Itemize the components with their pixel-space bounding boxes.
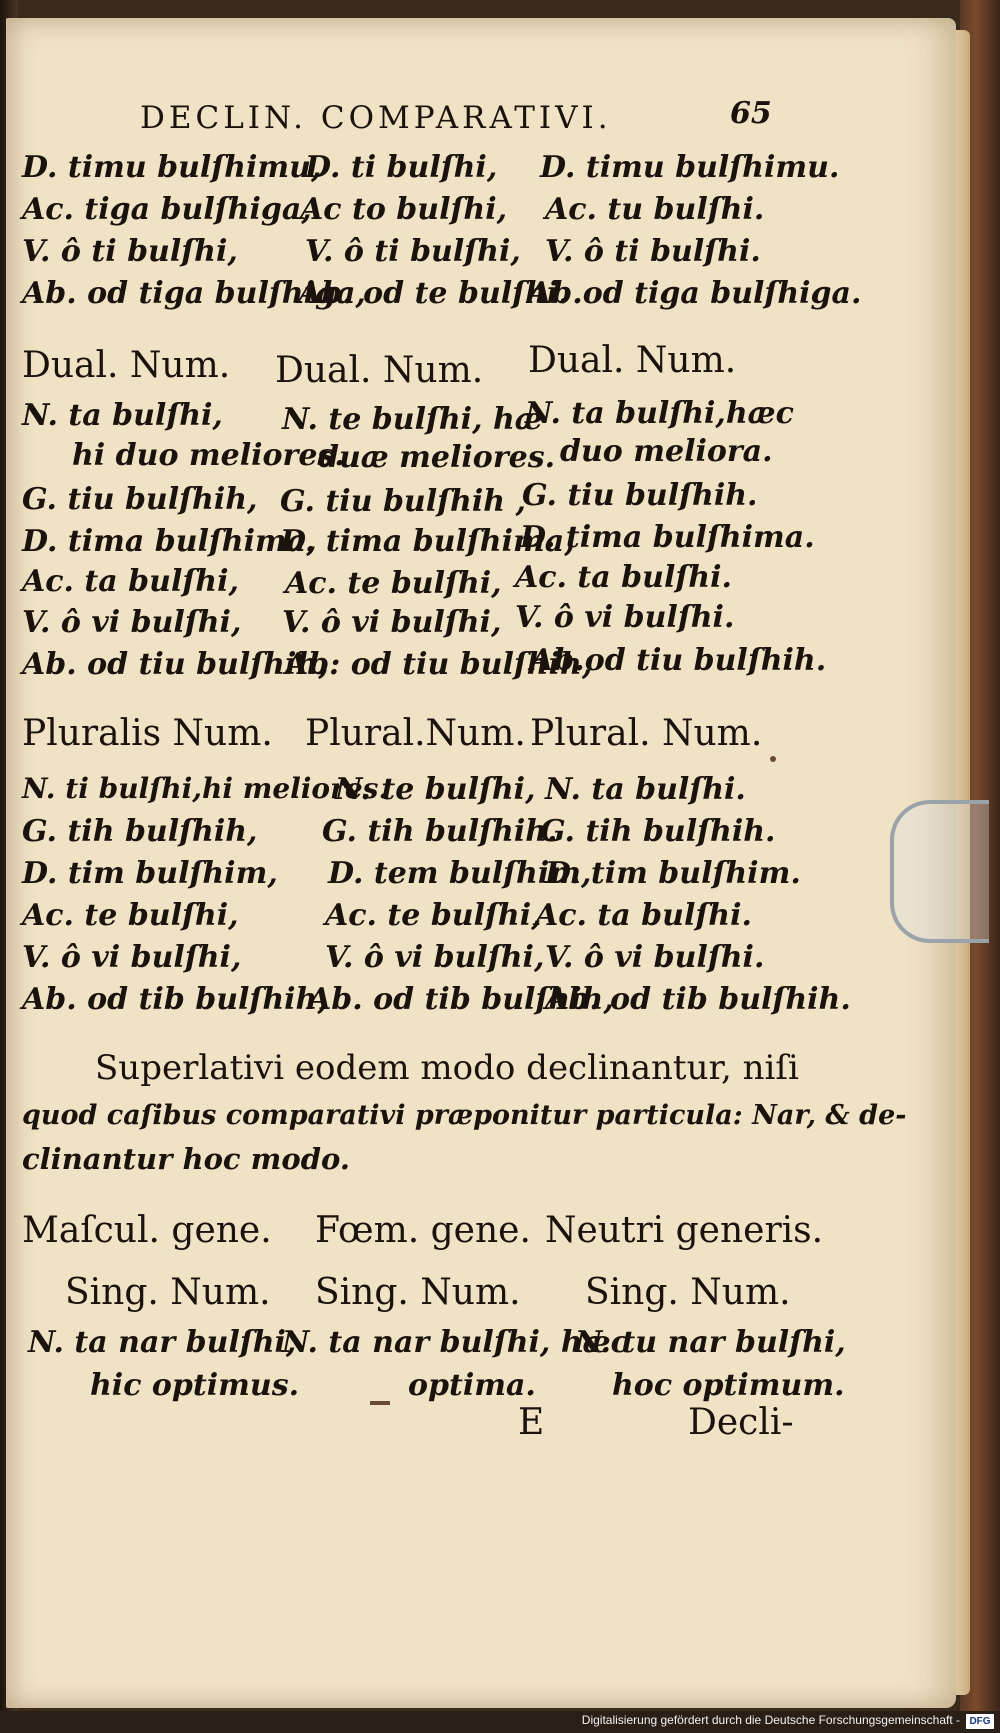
super-row-2-col-2: optima. (408, 1368, 536, 1403)
sing-row-4-col-3: Ab.od tiga bulſhiga. (528, 276, 862, 311)
sing-row-3-col-1: V. ô ti bulſhi, (22, 234, 238, 269)
dfg-logo: DFG (966, 1714, 994, 1729)
page-number: 65 (730, 96, 772, 131)
dual-row-1-col-3: N. ta bulſhi,hæc (525, 396, 794, 431)
plural-row-4-col-2: Ac. te bulſhi, (325, 898, 542, 933)
footer-credit: Digitalisierung gefördert durch die Deutsche Forschungsgemeinschaft - (581, 1713, 960, 1727)
sing-row-4-col-1: Ab. od tiga bulſhiga, (22, 276, 366, 311)
running-title: DECLIN. COMPARATIVI. (140, 100, 612, 136)
plural-row-6-col-2: Ab. od tib bulſhih, (308, 982, 614, 1017)
dual-row-4-col-1: D. tima bulſhima, (22, 524, 317, 559)
dual-row-4-col-2: D. tima bulſhima, (280, 524, 575, 559)
dual-row-2-col-1: hi duo meliores. (72, 438, 345, 473)
ink-mark (370, 1401, 390, 1405)
paragraph-line-2: quod caſibus comparativi præponitur particula: Nar, & de- (22, 1100, 907, 1131)
dual-row-5-col-1: Ac. ta bulſhi, (22, 564, 239, 599)
plural-heading-2: Plural.Num. (305, 713, 526, 754)
dual-row-7-col-2: Ab: od tiu bulſhih, (285, 647, 593, 682)
gender-heading-neut: Neutri generis. (545, 1210, 824, 1251)
dual-row-7-col-3: Ab.od tiu bulſhih. (530, 643, 827, 678)
dual-row-5-col-3: Ac. ta bulſhi. (515, 560, 732, 595)
dual-row-3-col-1: G. tiu bulſhih, (22, 482, 258, 517)
dual-row-5-col-2: Ac. te bulſhi, (285, 566, 502, 601)
plural-row-3-col-1: D. tim bulſhim, (22, 856, 278, 891)
number-heading-1: Sing. Num. (65, 1272, 271, 1313)
paragraph-line-1: Superlativi eodem modo declinantur, niſi (95, 1048, 799, 1088)
super-row-1-col-2: N. ta nar bulſhi, hæc (282, 1325, 629, 1360)
catchword: Decli- (688, 1402, 794, 1443)
dual-heading-1: Dual. Num. (22, 345, 231, 386)
sing-row-2-col-2: Ac to bulſhi, (300, 192, 508, 227)
super-row-1-col-3: N. tu nar bulſhi, (575, 1325, 846, 1360)
plural-row-4-col-1: Ac. te bulſhi, (22, 898, 239, 933)
sing-row-2-col-1: Ac. tiga bulſhiga, (22, 192, 312, 227)
plural-row-3-col-2: D. tem bulſhim, (328, 856, 592, 891)
super-row-1-col-1: N. ta nar bulſhi, (28, 1325, 297, 1360)
paragraph-line-3: clinantur hoc modo. (22, 1142, 350, 1176)
plural-row-2-col-1: G. tih bulſhih, (22, 814, 258, 849)
dual-row-3-col-2: G. tiu bulſhih , (280, 484, 526, 519)
dual-heading-2: Dual. Num. (275, 350, 484, 391)
plural-row-6-col-1: Ab. od tib bulſhih, (22, 982, 328, 1017)
dual-row-2-col-2: duæ meliores. (318, 440, 556, 475)
plural-row-1-col-2: N. te bulſhi, (335, 772, 536, 807)
dual-row-1-col-1: N. ta bulſhi, (22, 398, 223, 433)
sing-row-1-col-2: D. ti bulſhi, (305, 150, 498, 185)
sing-row-1-col-1: D. timu bulſhimu, (22, 150, 322, 185)
plural-row-1-col-1: N. ti bulſhi,hi meliores. (22, 772, 389, 805)
sing-row-2-col-3: Ac. tu bulſhi. (545, 192, 765, 227)
plural-row-4-col-3: Ac. ta bulſhi. (535, 898, 752, 933)
dual-row-3-col-3: G. tiu bulſhih. (522, 478, 758, 513)
plural-row-5-col-3: V. ô vi bulſhi. (545, 940, 765, 975)
gender-heading-masc: Maſcul. gene. (22, 1210, 272, 1251)
dual-row-6-col-3: V. ô vi bulſhi. (515, 600, 735, 635)
dual-heading-3: Dual. Num. (528, 340, 737, 381)
plural-row-5-col-2: V. ô vi bulſhi, (325, 940, 545, 975)
super-row-2-col-1: hic optimus. (90, 1368, 300, 1403)
dual-row-6-col-2: V. ô vi bulſhi, (282, 605, 502, 640)
plural-row-5-col-1: V. ô vi bulſhi, (22, 940, 242, 975)
gender-heading-fem: Fœm. gene. (315, 1210, 531, 1251)
dual-row-6-col-1: V. ô vi bulſhi, (22, 605, 242, 640)
sing-row-4-col-2: Ab. od te bulſhi. (298, 276, 569, 311)
dual-row-7-col-1: Ab. od tiu bulſhih, (22, 647, 329, 682)
dual-row-1-col-2: N. te bulſhi, hæ (282, 402, 543, 437)
signature-mark: E (518, 1402, 545, 1443)
page-clip (890, 800, 989, 943)
plural-row-2-col-2: G. tih bulſhih. (322, 814, 558, 849)
dual-row-4-col-3: D. tima bulſhima. (520, 520, 815, 555)
sing-row-1-col-3: D. timu bulſhimu. (540, 150, 840, 185)
plural-row-6-col-3: Ab. od tib bulſhih. (545, 982, 851, 1017)
super-row-2-col-3: hoc optimum. (612, 1368, 845, 1403)
plural-heading-1: Pluralis Num. (22, 713, 273, 754)
plural-row-3-col-3: D. tim bulſhim. (545, 856, 801, 891)
digitization-footer (0, 1711, 1000, 1733)
sing-row-3-col-2: V. ô ti bulſhi, (305, 234, 521, 269)
ink-dot (770, 756, 776, 762)
number-heading-3: Sing. Num. (585, 1272, 791, 1313)
plural-row-2-col-3: G. tih bulſhih. (540, 814, 776, 849)
sing-row-3-col-3: V. ô ti bulſhi. (545, 234, 761, 269)
plural-row-1-col-3: N. ta bulſhi. (545, 772, 746, 807)
dual-row-2-col-3: duo meliora. (560, 434, 773, 469)
plural-heading-3: Plural. Num. (530, 713, 763, 754)
number-heading-2: Sing. Num. (315, 1272, 521, 1313)
